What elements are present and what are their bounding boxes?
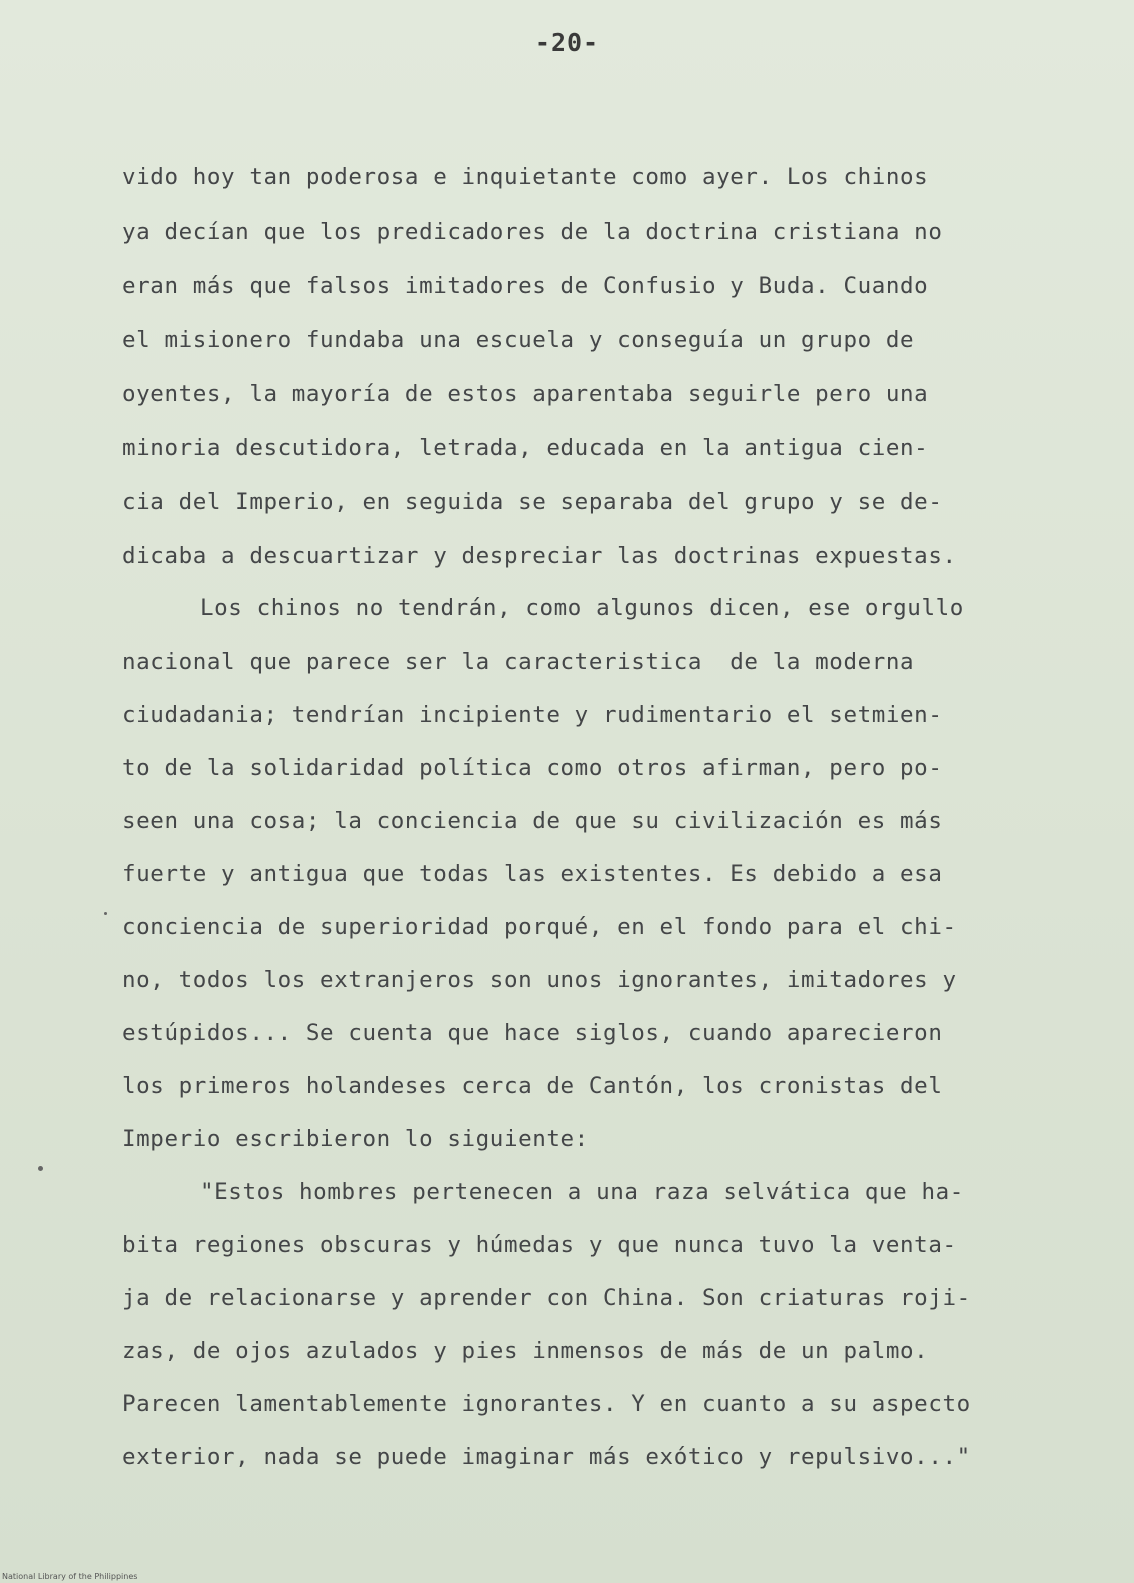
text-line: minoria descutidora, letrada, educada en la antigua cien- <box>122 435 929 461</box>
footer-credit: National Library of the Philippines <box>2 1572 138 1581</box>
text-line: no, todos los extranjeros son unos ignorantes, imitadores y <box>122 967 957 993</box>
page-number: -20- <box>534 28 600 57</box>
text-line: estúpidos... Se cuenta que hace siglos, cuando aparecieron <box>122 1020 943 1046</box>
text-line: Los chinos no tendrán, como algunos dicen, ese orgullo <box>200 595 964 621</box>
text-line: dicaba a descuartizar y despreciar las doctrinas expuestas. <box>122 543 957 569</box>
text-line: bita regiones obscuras y húmedas y que nunca tuvo la venta- <box>122 1232 957 1258</box>
text-line: "Estos hombres pertenecen a una raza selvática que ha- <box>200 1179 964 1205</box>
text-line: exterior, nada se puede imaginar más exótico y repulsivo..." <box>122 1444 971 1470</box>
text-line: seen una cosa; la conciencia de que su civilización es más <box>122 808 943 834</box>
text-line: Imperio escribieron lo siguiente: <box>122 1126 589 1152</box>
text-line: to de la solidaridad política como otros afirman, pero po- <box>122 755 943 781</box>
text-line: el misionero fundaba una escuela y conseguía un grupo de <box>122 327 915 353</box>
text-line: ja de relacionarse y aprender con China. Son criaturas roji- <box>122 1285 971 1311</box>
text-line: Parecen lamentablemente ignorantes. Y en cuanto a su aspecto <box>122 1391 971 1417</box>
text-line: zas, de ojos azulados y pies inmensos de más de un palmo. <box>122 1338 929 1364</box>
text-line: cia del Imperio, en seguida se separaba del grupo y se de- <box>122 489 943 515</box>
text-line: vido hoy tan poderosa e inquietante como ayer. Los chinos <box>122 164 929 190</box>
text-line: conciencia de superioridad porqué, en el fondo para el chi- <box>122 914 957 940</box>
text-line: oyentes, la mayoría de estos aparentaba seguirle pero una <box>122 381 929 407</box>
paper-speck <box>104 912 107 915</box>
text-line: los primeros holandeses cerca de Cantón, los cronistas del <box>122 1073 943 1099</box>
text-line: nacional que parece ser la caracteristica de la moderna <box>122 649 915 675</box>
paper-speck <box>38 1166 43 1171</box>
text-line: fuerte y antigua que todas las existentes. Es debido a esa <box>122 861 943 887</box>
text-line: eran más que falsos imitadores de Confusio y Buda. Cuando <box>122 273 929 299</box>
text-line: ciudadania; tendrían incipiente y rudimentario el setmien- <box>122 702 943 728</box>
text-line: ya decían que los predicadores de la doctrina cristiana no <box>122 219 943 245</box>
